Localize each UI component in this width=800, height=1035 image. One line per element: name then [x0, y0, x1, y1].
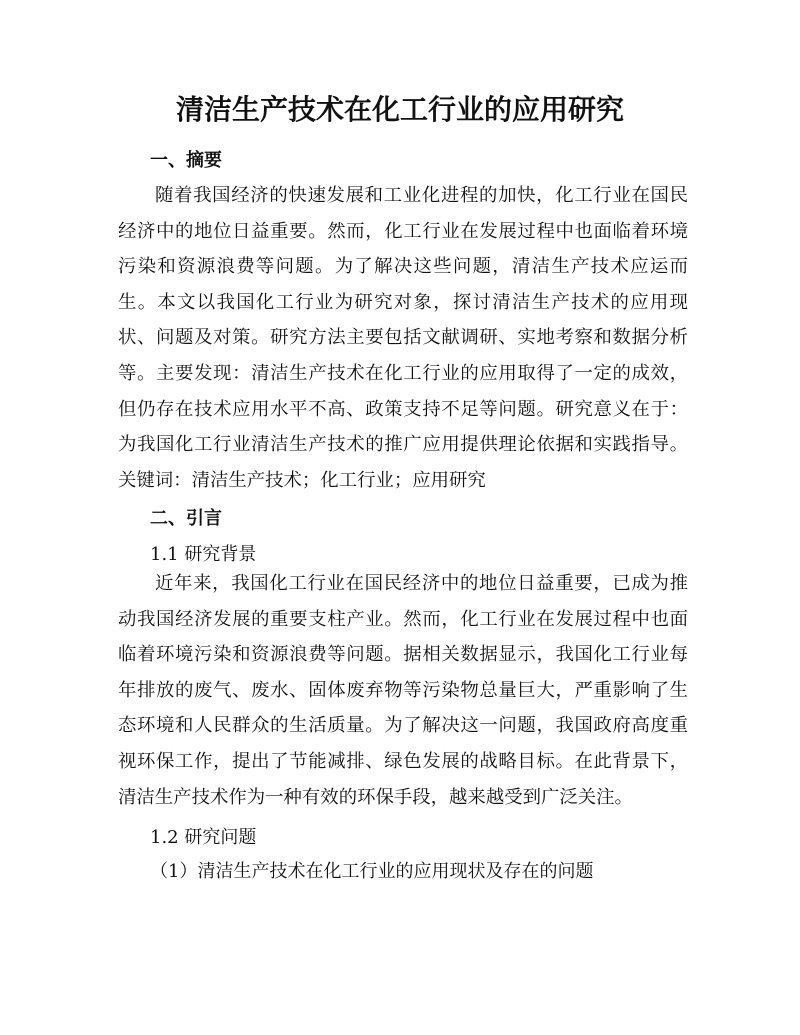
research-problem-item: （1）清洁生产技术在化工行业的应用现状及存在的问题 [150, 861, 594, 882]
abstract-paragraph: 随着我国经济的快速发展和工业化进程的加快，化工行业在国民经济中的地位日益重要。然而，化工行业在发展过程中也面临着环境污染和资源浪费等问题。为了解决这些问题，清洁生产技术应运而生。本文以我国化工行业为研究对象，探讨清洁生产技术的应用现状、问题及对策。研究方法主要包括文献调研、实地考察和数据分析等。主要发现：清洁生产技术在化工行业的应用取得了一定的成效，但仍存在技术应用水平不高、政策支持不足等问题。研究意义在于：为我国化工行业清洁生产技术的推广应用提供理论依据和实践指导。关键词：清洁生产技术；化工行业；应用研究 [118, 185, 688, 491]
research-background-heading: 1.1 研究背景 [150, 544, 257, 565]
abstract-heading: 一、摘要 [150, 150, 222, 171]
research-background-paragraph: 近年来，我国化工行业在国民经济中的地位日益重要，已成为推动我国经济发展的重要支柱产业。然而，化工行业在发展过程中也面临着环境污染和资源浪费等问题。据相关数据显示，我国化工行业每年排放的废气、废水、固体废弃物等污染物总量巨大，严重影响了生态环境和人民群众的生活质量。为了解决这一问题，我国政府高度重视环保工作，提出了节能减排、绿色发展的战略目标。在此背景下，清洁生产技术作为一种有效的环保手段，越来越受到广泛关注。 [118, 573, 688, 808]
research-problem-heading: 1.2 研究问题 [150, 827, 257, 848]
introduction-heading: 二、引言 [150, 508, 222, 529]
document-title: 清洁生产技术在化工行业的应用研究 [175, 93, 624, 126]
